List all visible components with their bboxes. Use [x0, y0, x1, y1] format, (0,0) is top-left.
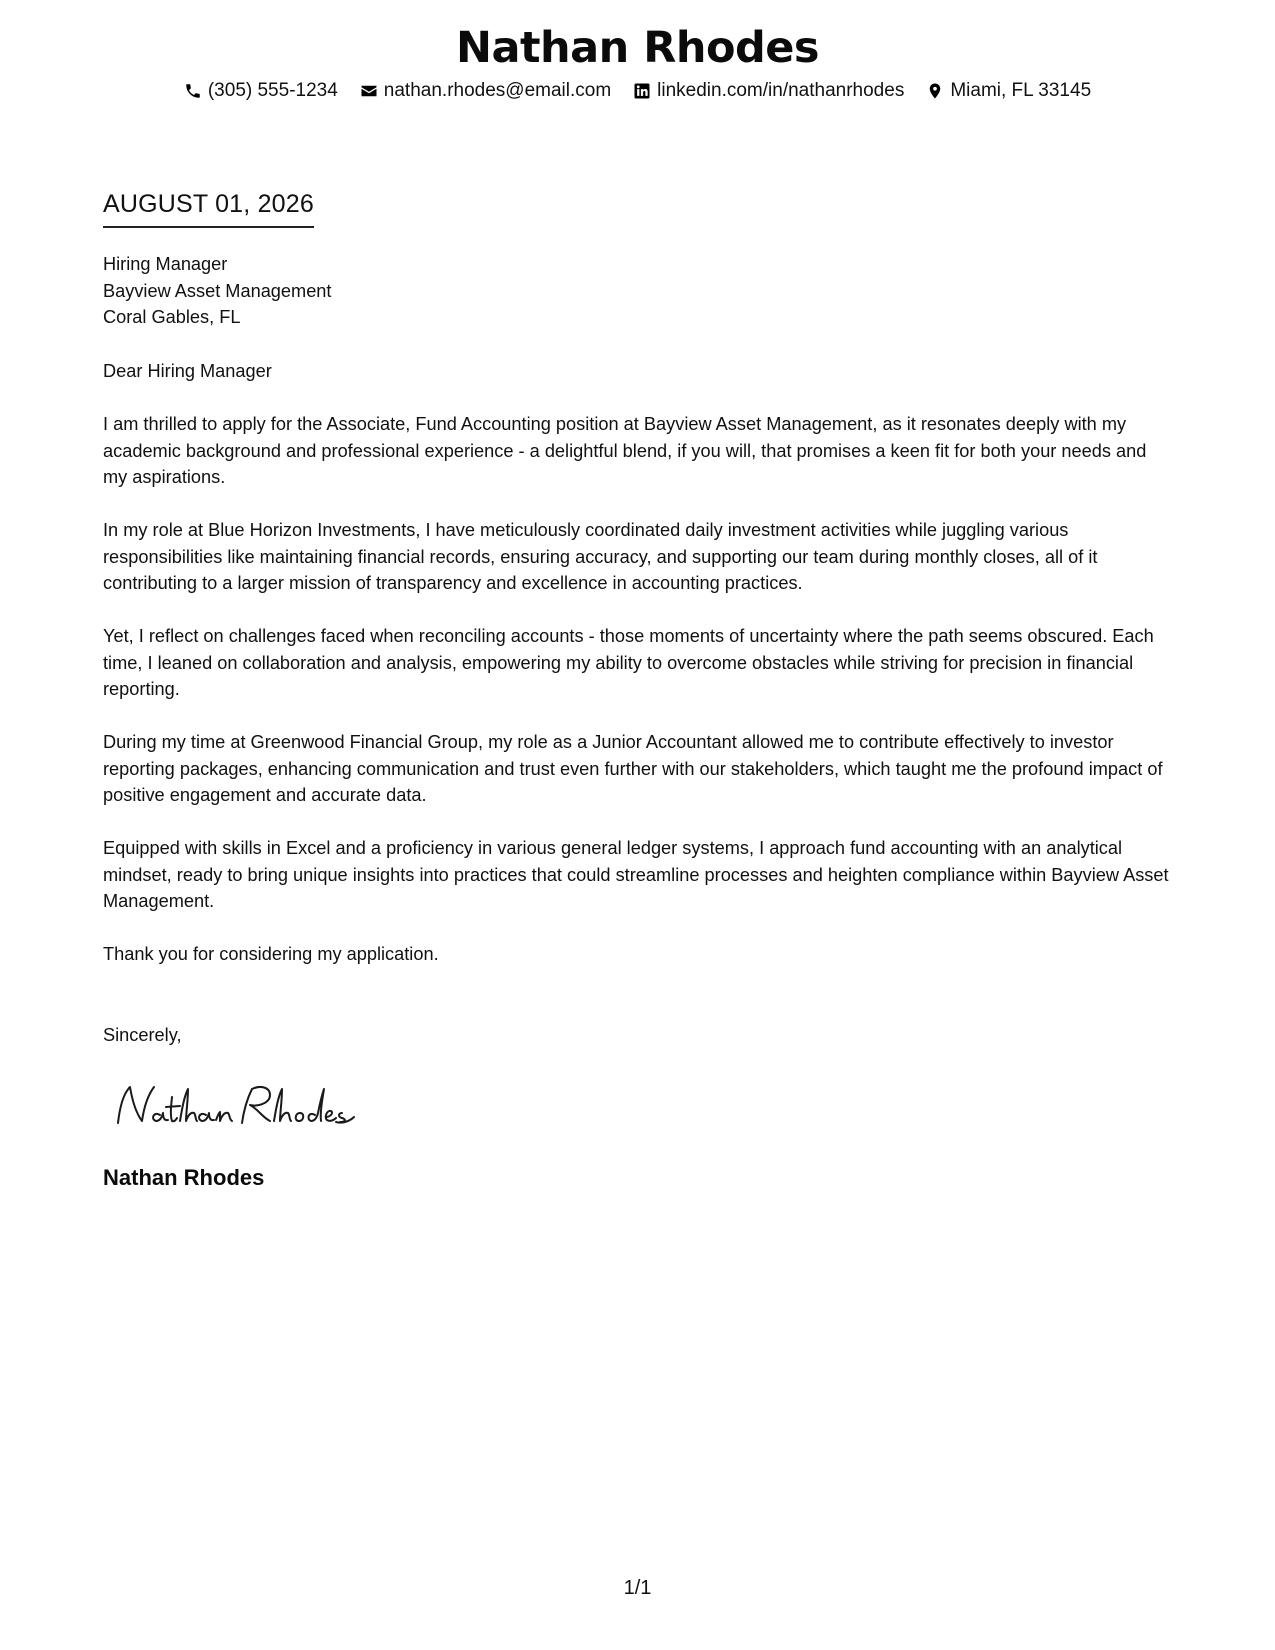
- phone-text: (305) 555-1234: [207, 80, 338, 101]
- paragraph-2: In my role at Blue Horizon Investments, I have meticulously coordinated daily investment activities while juggling various responsibilities like maintaining financial records, ensuring accuracy, and supporting our team during monthly closes, all of it contributing to a larger mission of transparency and excellence in accounting practices.: [103, 520, 1098, 593]
- map-pin-icon: [926, 82, 944, 100]
- envelope-icon: [360, 82, 378, 100]
- contact-email[interactable]: [360, 78, 611, 104]
- date-block: [103, 188, 314, 228]
- location-text: Miami, FL 33145: [950, 80, 1092, 101]
- applicant-name: Nathan Rhodes: [455, 23, 820, 73]
- closing: Sincerely,: [103, 1025, 182, 1045]
- contact-linkedin[interactable]: [633, 78, 904, 104]
- recipient-location: Coral Gables, FL: [103, 307, 241, 327]
- paragraph-1: I am thrilled to apply for the Associate, Fund Accounting position at Bayview Asset Management, as it resonates deeply with my academic background and professional experience - a delightful blend, if you will, that promises a keen fit for both your needs and my aspirations.: [103, 414, 1147, 487]
- paragraph-5: Equipped with skills in Excel and a proficiency in various general ledger systems, I approach fund accounting with an analytical mindset, ready to bring unique insights into practices that could streamline processes and heighten compliance within Bayview Asset Management.: [103, 838, 1169, 911]
- contact-location: [926, 78, 1091, 104]
- linkedin-text[interactable]: linkedin.com/in/nathanrhodes: [657, 80, 905, 101]
- recipient-title: Hiring Manager: [103, 254, 228, 274]
- email-text[interactable]: nathan.rhodes@email.com: [383, 80, 612, 101]
- signed-name: Nathan Rhodes: [103, 1165, 265, 1190]
- recipient-company: Bayview Asset Management: [103, 280, 332, 301]
- phone-icon: [184, 82, 202, 100]
- handwritten-signature: [110, 1075, 360, 1135]
- salutation: Dear Hiring Manager: [103, 361, 272, 381]
- paragraph-6: Thank you for considering my application.: [103, 944, 439, 964]
- letter-date: AUGUST 01, 2026: [103, 188, 314, 228]
- paragraph-3: Yet, I reflect on challenges faced when reconciling accounts - those moments of uncertainty where the path seems obscured. Each time, I leaned on collaboration and analysis, empowering my ability to overcome obstacles while striving for precision in financial reporting.: [103, 626, 1154, 699]
- contact-bar: [0, 78, 1275, 104]
- paragraph-4: During my time at Greenwood Financial Group, my role as a Junior Accountant allowed me to contribute effectively to investor reporting packages, enhancing communication and trust even further with our stakeholders, which taught me the profound impact of positive engagement and accurate data.: [103, 732, 1163, 805]
- recipient-block: [103, 251, 1173, 331]
- linkedin-icon: [633, 82, 651, 100]
- page-number: 1/1: [623, 1577, 652, 1599]
- contact-phone: [184, 78, 338, 104]
